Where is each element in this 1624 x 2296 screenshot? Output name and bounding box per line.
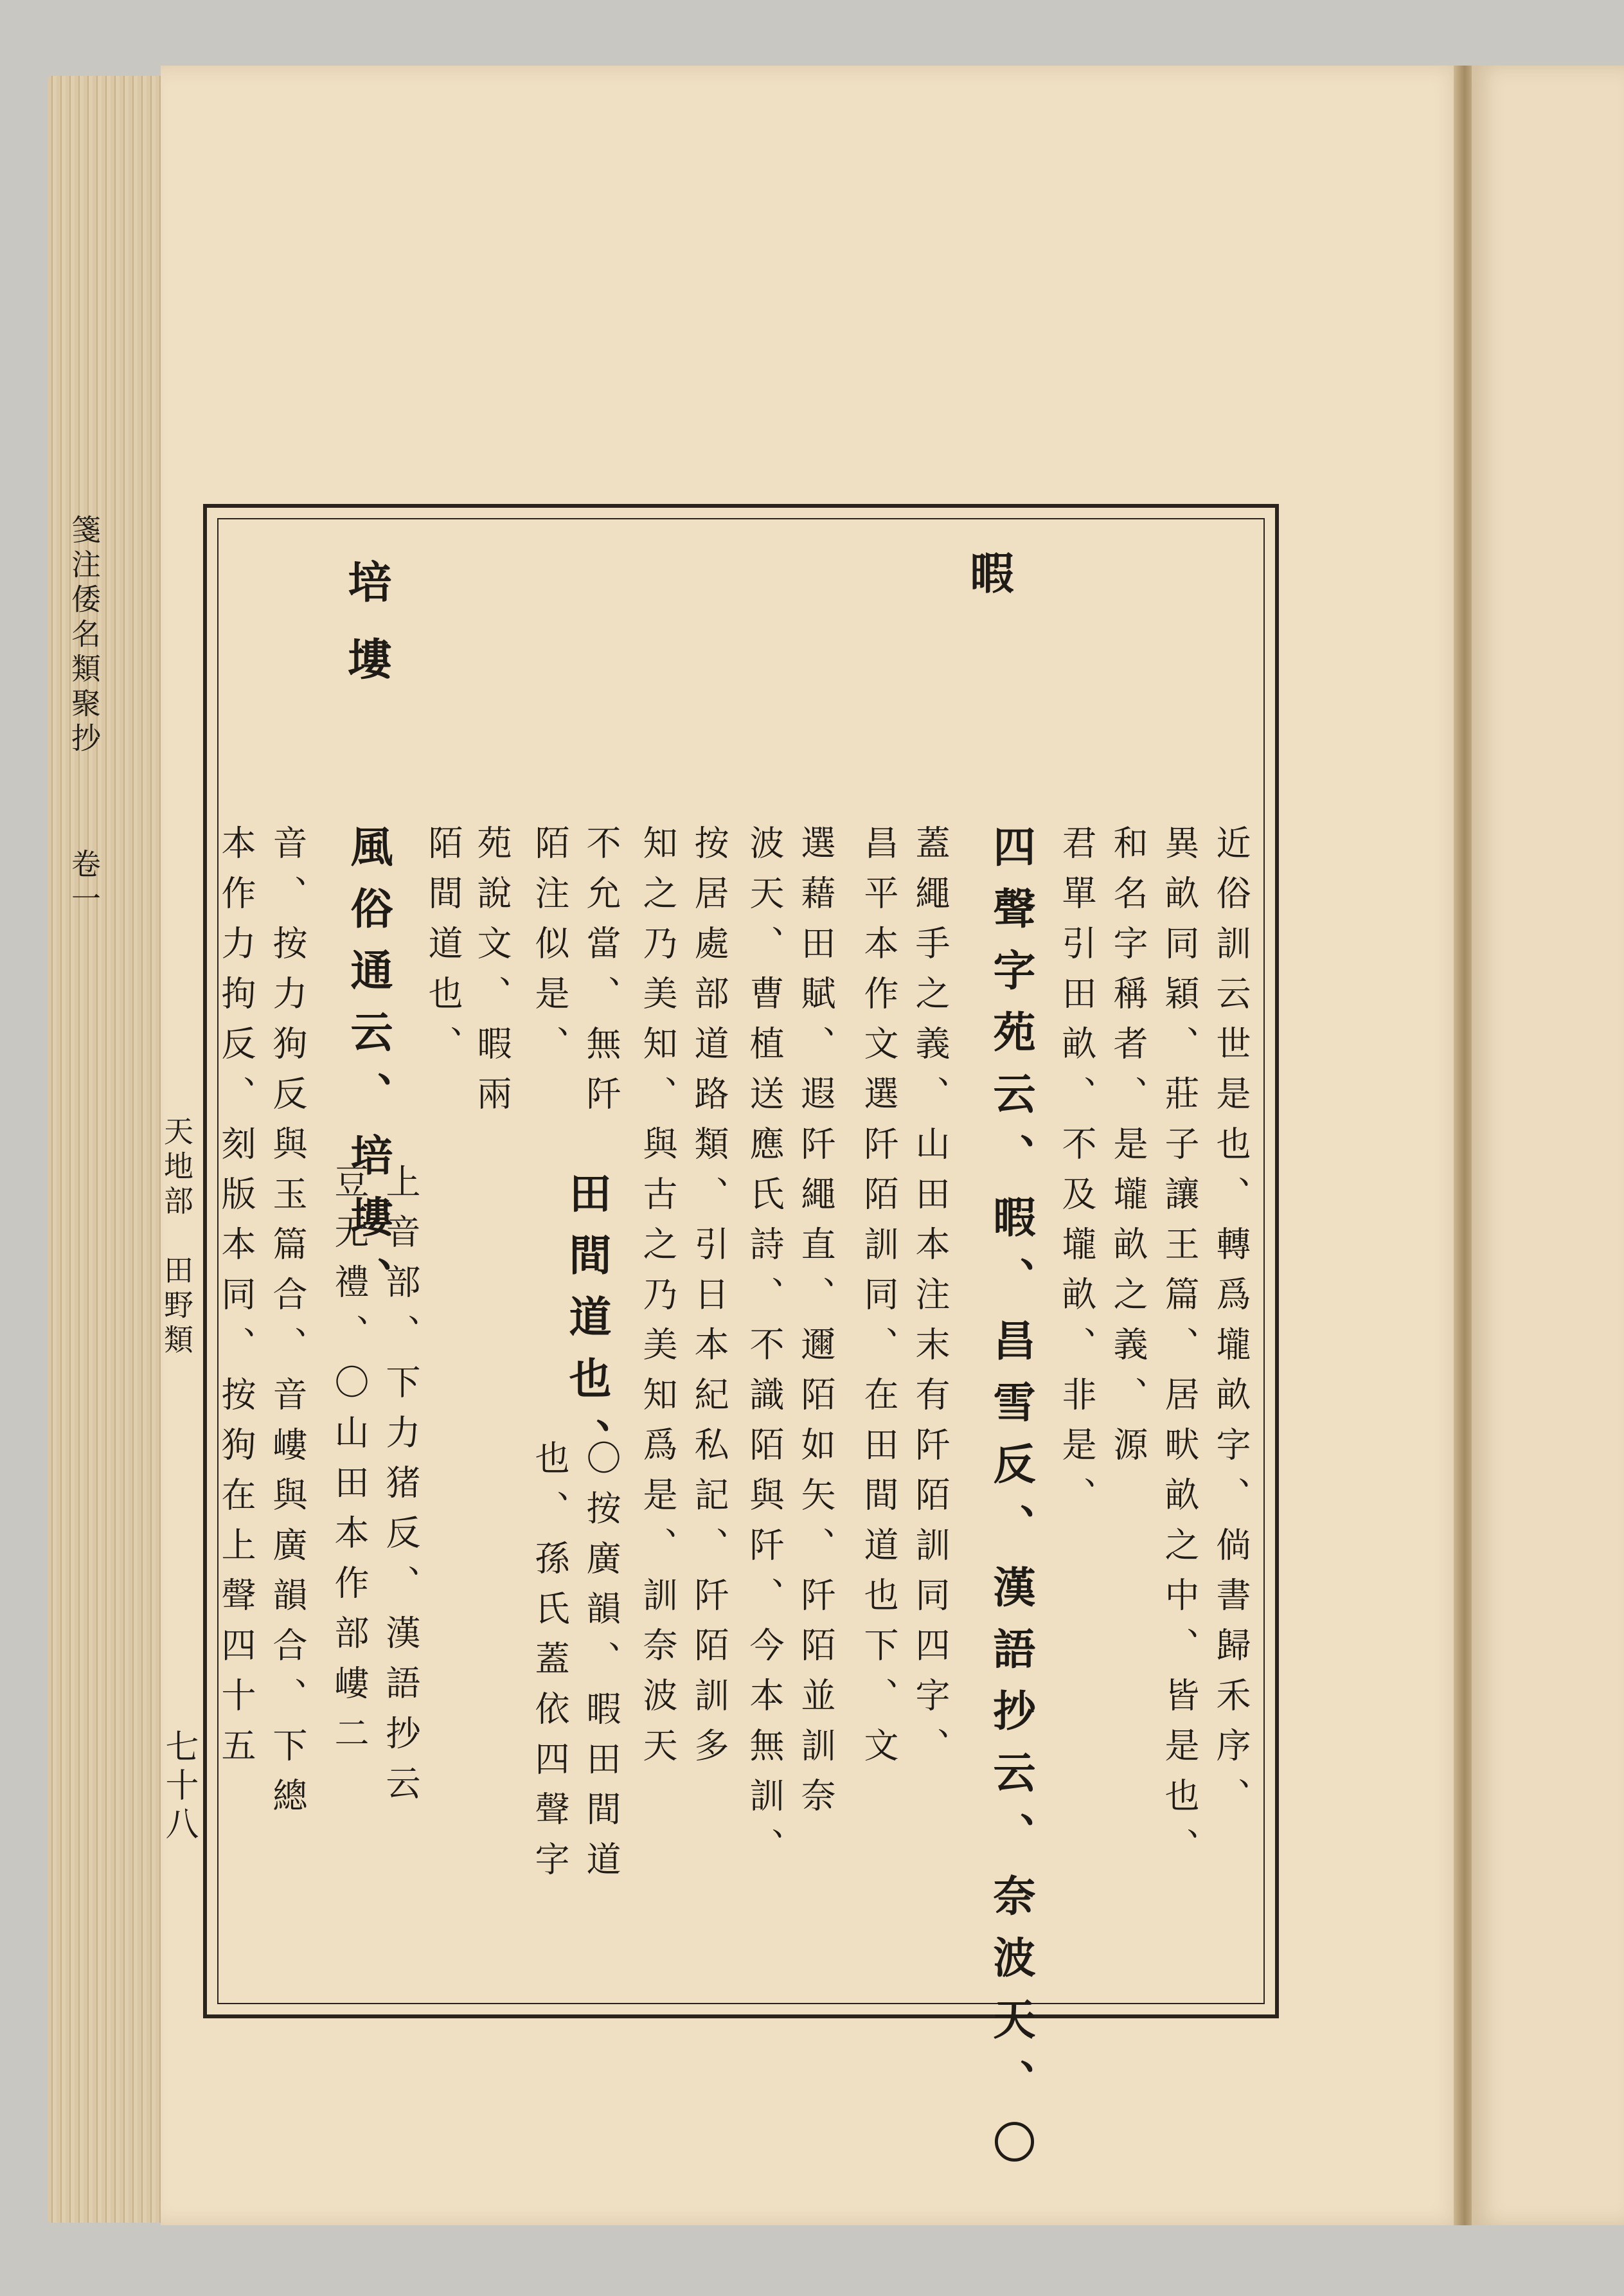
note-column-a: 〇按廣韻、暇田間道 xyxy=(581,1440,621,1891)
book-title: 箋注倭名類聚抄 xyxy=(67,514,102,757)
text-column-8: 選藉田賦、遐阡繩直、邇陌如矢、阡陌並訓奈 xyxy=(796,825,836,1827)
text-column-2: 異畝同穎、莊子讓王篇、居畎畝之中、皆是也、 xyxy=(1159,825,1200,1878)
entry-title-1: 暇 xyxy=(963,550,1014,627)
text-column-13: 陌注似是、 xyxy=(530,825,570,1075)
feng-note-b: 豆无禮、〇山田本作部嶁二 xyxy=(329,1163,370,1765)
text-column-18: 本作力拘反、刻版本同、按狗在上聲四十五 xyxy=(216,825,256,1777)
section-label: 天地部 田野類 xyxy=(159,1116,194,1359)
text-column-7: 昌平本作文選阡陌訓同、在田間道也下、文 xyxy=(859,825,899,1777)
text-column-16: 風俗通云、培塿、 xyxy=(343,825,393,1318)
text-column-10: 按居處部道路類、引日本紀私記、阡陌訓多 xyxy=(689,825,729,1777)
text-column-3: 和名字稱者、是壠畝之義、源 xyxy=(1108,825,1148,1476)
text-column-12: 不允當、無阡 xyxy=(581,825,621,1126)
page-number: 七十八 xyxy=(159,1729,198,1845)
big-heading-column: 田間道也、 xyxy=(562,1171,612,1480)
facing-page xyxy=(1472,66,1624,2225)
volume-label: 卷一 xyxy=(67,848,102,918)
feng-note-a: 上音部、下力猪反、漢語抄云 xyxy=(380,1163,421,1815)
text-column-11: 知之乃美知、與古之乃美知爲是、訓奈波天 xyxy=(638,825,678,1777)
text-column-14: 苑說文、暇兩 xyxy=(472,825,512,1126)
page-edges xyxy=(48,76,170,2223)
text-column-17: 音、按力狗反與玉篇合、音嶁與廣韻合、下總 xyxy=(267,825,308,1827)
note-column-b: 也、孫氏蓋依四聲字 xyxy=(530,1440,570,1891)
text-column-6: 蓋繩手之義、山田本注末有阡陌訓同四字、 xyxy=(910,825,950,1777)
text-column-9: 波天、曹植送應氏詩、不識陌與阡、今本無訓、 xyxy=(744,825,785,1878)
entry-title-2: 培塿 xyxy=(341,559,392,713)
text-column-4: 君單引田畝、不及壠畝、非是、 xyxy=(1057,825,1097,1527)
text-column-15: 陌間道也、 xyxy=(423,825,463,1075)
text-column-1: 近俗訓云世是也、轉爲壠畝字、倘書歸禾序、 xyxy=(1211,825,1251,1827)
text-column-5: 四聲字苑云、暇、昌雪反、漢語抄云、奈波天、〇 xyxy=(986,825,1036,2182)
